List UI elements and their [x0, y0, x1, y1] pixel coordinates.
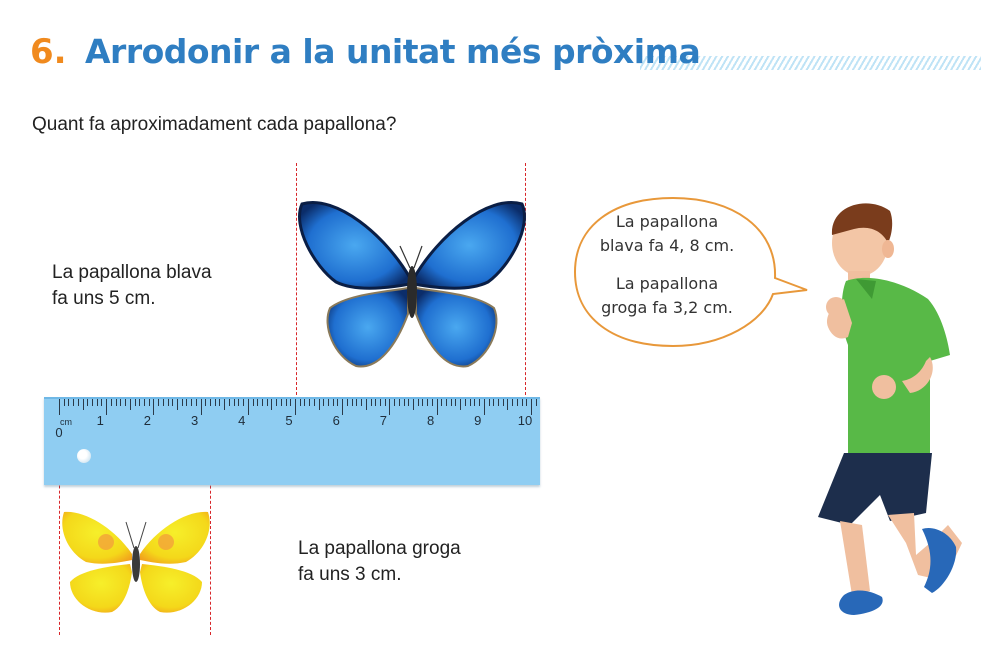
ruler-number-7: 7: [379, 413, 388, 428]
ruler-tick: [337, 399, 338, 406]
blue-butterfly-caption: [52, 260, 212, 312]
ruler-tick: [356, 399, 357, 406]
ruler-tick: [536, 399, 537, 406]
ruler-tick: [304, 399, 305, 406]
ruler-tick: [437, 399, 438, 415]
ruler-tick: [300, 399, 301, 406]
ruler-tick: [333, 399, 334, 406]
ruler-tick: [234, 399, 235, 406]
ruler-tick: [276, 399, 277, 406]
ruler-tick: [116, 399, 117, 406]
ruler-tick: [238, 399, 239, 406]
ruler-tick: [257, 399, 258, 406]
yellow-butterfly-caption: [298, 536, 461, 588]
caption-line: La papallona blava: [52, 262, 212, 283]
ruler-tick: [201, 399, 202, 415]
section-number: 6.: [30, 32, 67, 72]
ruler-tick: [130, 399, 131, 410]
ruler-tick: [153, 399, 154, 415]
ruler-tick: [215, 399, 216, 406]
ruler-tick: [224, 399, 225, 410]
blue-butterfly-image: [296, 196, 528, 370]
ruler-tick: [389, 399, 390, 415]
ruler-tick: [87, 399, 88, 406]
ruler-number-5: 5: [285, 413, 293, 428]
ruler-tick: [177, 399, 178, 410]
ruler-tick: [205, 399, 206, 406]
ruler-tick: [342, 399, 343, 415]
ruler-tick: [248, 399, 249, 415]
ruler-tick: [83, 399, 84, 410]
ruler-tick: [125, 399, 126, 406]
ruler-tick: [385, 399, 386, 406]
caption-line: fa uns 5 cm.: [52, 288, 156, 309]
ruler-tick: [323, 399, 324, 406]
ruler-hole: [77, 449, 91, 463]
ruler-tick: [522, 399, 523, 406]
ruler-tick: [427, 399, 428, 406]
ruler-tick: [479, 399, 480, 406]
ruler-tick: [191, 399, 192, 406]
ruler-tick: [380, 399, 381, 406]
ruler-tick: [64, 399, 65, 406]
ruler-number-4: 4: [238, 413, 246, 428]
bubble-line: La papallona: [615, 212, 719, 231]
ruler-tick: [73, 399, 74, 406]
ruler-tick: [366, 399, 367, 410]
ruler-tick: [484, 399, 485, 415]
yellow-butterfly-image: [60, 508, 212, 618]
ruler-tick: [286, 399, 287, 406]
ruler-tick: [101, 399, 102, 406]
ruler-tick: [309, 399, 310, 406]
section-title: Arrodonir a la unitat més pròxima: [85, 32, 701, 71]
ruler-number-9: 9: [474, 413, 482, 428]
ruler-tick: [149, 399, 150, 406]
ruler-number-2: 2: [143, 413, 152, 428]
ruler-tick: [97, 399, 98, 406]
ruler-number-10: 10: [517, 413, 533, 428]
ruler-tick: [196, 399, 197, 406]
ruler-tick: [493, 399, 494, 406]
ruler-tick: [92, 399, 93, 406]
ruler-tick: [281, 399, 282, 406]
ruler-tick: [59, 399, 60, 415]
ruler-tick: [186, 399, 187, 406]
ruler-unit-label: cm: [60, 417, 72, 427]
exercise-question: Quant fa aproximadament cada papallona?: [32, 114, 397, 135]
boy-illustration: [810, 195, 970, 635]
ruler-tick: [474, 399, 475, 406]
ruler-tick: [512, 399, 513, 406]
ruler-tick: [290, 399, 291, 406]
ruler-tick: [163, 399, 164, 406]
caption-line: La papallona groga: [298, 538, 461, 559]
ruler-tick: [455, 399, 456, 406]
ruler-number-1: 1: [96, 413, 104, 428]
ruler-tick: [432, 399, 433, 406]
ruler-tick: [168, 399, 169, 406]
ruler-tick: [375, 399, 376, 406]
ruler-tick: [144, 399, 145, 406]
ruler-tick: [328, 399, 329, 406]
ruler-tick: [507, 399, 508, 410]
ruler-tick: [361, 399, 362, 406]
ruler-tick: [413, 399, 414, 410]
ruler-tick: [422, 399, 423, 406]
ruler-tick: [229, 399, 230, 406]
ruler-tick: [78, 399, 79, 406]
speech-bubble: [573, 196, 785, 346]
ruler-number-0: 0: [55, 425, 63, 440]
ruler-tick: [106, 399, 107, 415]
ruler-tick: [271, 399, 272, 410]
ruler-tick: [503, 399, 504, 406]
ruler-tick: [111, 399, 112, 406]
ruler-tick: [135, 399, 136, 406]
ruler-number-3: 3: [190, 413, 199, 428]
ruler-tick: [399, 399, 400, 406]
ruler-tick: [319, 399, 320, 410]
ruler-tick: [139, 399, 140, 406]
ruler-number-6: 6: [332, 413, 340, 428]
ruler-tick: [498, 399, 499, 406]
ruler-tick: [253, 399, 254, 406]
ruler-tick: [517, 399, 518, 406]
ruler-tick: [352, 399, 353, 406]
bubble-line: blava fa 4, 8 cm.: [599, 236, 735, 255]
ruler-tick: [371, 399, 372, 406]
ruler-tick: [470, 399, 471, 406]
ruler-tick: [120, 399, 121, 406]
ruler-number-8: 8: [426, 413, 435, 428]
ruler-tick: [526, 399, 527, 406]
caption-line: fa uns 3 cm.: [298, 564, 402, 585]
bubble-yellow-statement: [587, 272, 747, 320]
ruler-tick: [489, 399, 490, 406]
ruler: [44, 397, 540, 485]
ruler-tick: [460, 399, 461, 410]
ruler-tick: [404, 399, 405, 406]
ruler-tick: [243, 399, 244, 406]
ruler-tick: [219, 399, 220, 406]
ruler-tick: [441, 399, 442, 406]
ruler-tick: [295, 399, 296, 415]
ruler-tick: [262, 399, 263, 406]
ruler-tick: [68, 399, 69, 406]
ruler-tick: [314, 399, 315, 406]
ruler-tick: [158, 399, 159, 406]
ruler-tick: [451, 399, 452, 406]
ruler-tick: [408, 399, 409, 406]
ruler-tick: [418, 399, 419, 406]
ruler-tick: [394, 399, 395, 406]
ruler-tick: [347, 399, 348, 406]
ruler-tick: [182, 399, 183, 406]
bubble-blue-statement: [587, 210, 747, 258]
bubble-line: groga fa 3,2 cm.: [601, 298, 733, 317]
section-header: [0, 30, 981, 80]
ruler-tick: [172, 399, 173, 406]
ruler-tick: [210, 399, 211, 406]
ruler-tick: [465, 399, 466, 406]
ruler-tick: [267, 399, 268, 406]
bubble-line: La papallona: [615, 274, 719, 293]
ruler-tick: [446, 399, 447, 406]
